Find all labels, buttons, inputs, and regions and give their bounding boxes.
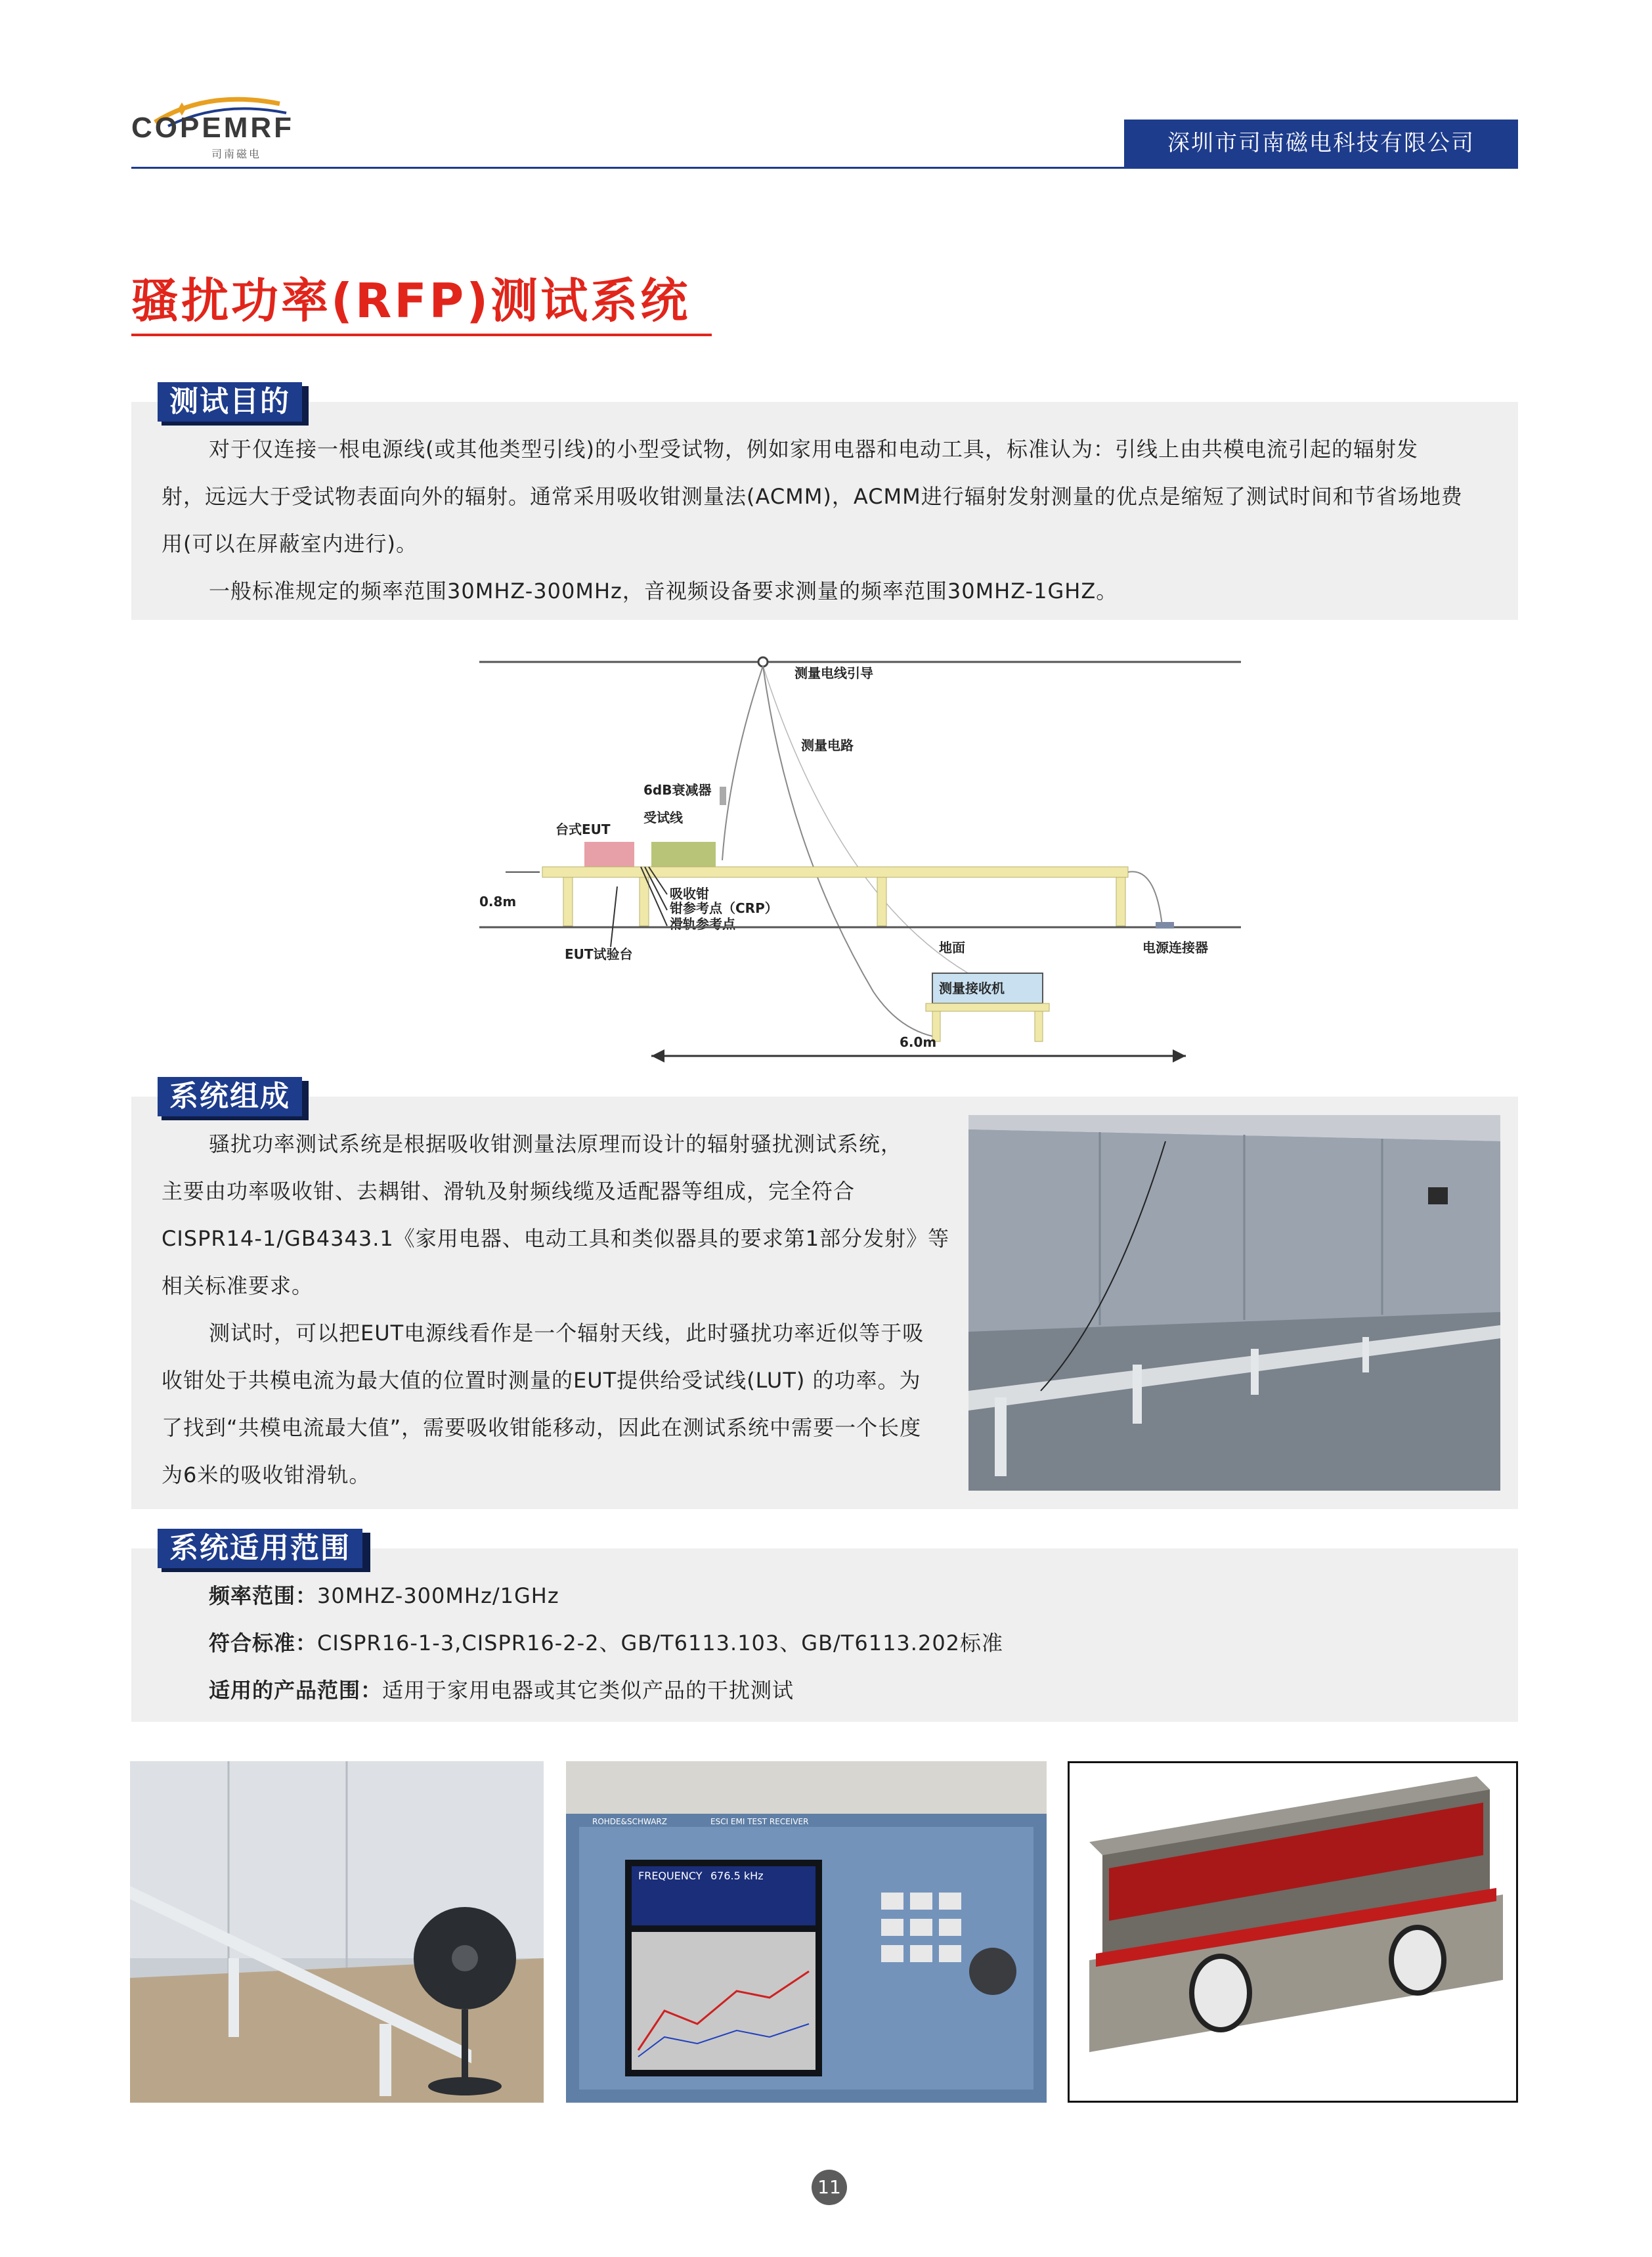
composition-text-line: 测试时，可以把EUT电源线看作是一个辐射天线，此时骚扰功率近似等于吸: [209, 1321, 924, 1346]
company-logo-subtitle: 司南磁电: [211, 148, 262, 160]
composition-text-line: 骚扰功率测试系统是根据吸收钳测量法原理而设计的辐射骚扰测试系统，: [209, 1131, 903, 1156]
scope-product-label: 适用的产品范围：: [209, 1678, 383, 1703]
composition-text-line: 为6米的吸收钳滑轨。: [162, 1462, 371, 1487]
receiver-freq-label: FREQUENCY: [638, 1870, 703, 1882]
composition-text-line: 收钳处于共模电流为最大值的位置时测量的EUT提供给受试线(LUT) 的功率。为: [162, 1368, 921, 1393]
diagram-label-clamp: 吸收钳: [670, 886, 709, 902]
composition-text-line: 相关标准要求。: [162, 1273, 314, 1298]
diagram-label-receiver: 测量接收机: [939, 980, 1005, 996]
title-underline: [131, 334, 712, 336]
scope-frequency-value: 30MHZ-300MHz/1GHz: [317, 1583, 559, 1608]
diagram-label-lut: 受试线: [643, 810, 683, 825]
composition-text-line: CISPR14-1/GB4343.1《家用电器、电动工具和类似器具的要求第1部分发射》等: [162, 1226, 950, 1251]
purpose-text-line: 射，远远大于受试物表面向外的辐射。通常采用吸收钳测量法(ACMM)，ACMM进行辐射发射测量的优点是缩短了测试时间和节省场地费: [162, 484, 1463, 509]
diagram-label-attenuator: 6dB衰减器: [643, 782, 712, 798]
diagram-label-power: 电源连接器: [1142, 940, 1208, 955]
receiver-model: ESCI EMI TEST RECEIVER: [710, 1817, 809, 1826]
purpose-text-line: 对于仅连接一根电源线(或其他类型引线)的小型受试物，例如家用电器和电动工具，标准认为：引线上由共模电流引起的辐射发: [209, 437, 1418, 462]
scope-frequency-row: [209, 1572, 559, 1619]
composition-text-line: 了找到“共模电流最大值”，需要吸收钳能移动，因此在测试系统中需要一个长度: [162, 1415, 922, 1440]
company-name-band: 深圳市司南磁电科技有限公司: [1124, 120, 1518, 167]
page-number: 11: [812, 2170, 847, 2205]
diagram-label-table: EUT试验台: [565, 946, 633, 962]
purpose-text-line: 一般标准规定的频率范围30MHZ-300MHz，音视频设备要求测量的频率范围30MHZ-1GHZ。: [209, 579, 1118, 603]
header-divider: [131, 167, 1518, 169]
purpose-text-line: 用(可以在屏蔽室内进行)。: [162, 531, 418, 556]
scope-frequency-label: 频率范围：: [209, 1583, 318, 1608]
emi-test-receiver-photo: [566, 1761, 1047, 2103]
diagram-label-eut: 台式EUT: [555, 822, 611, 837]
absorbing-clamp-photo: [1068, 1761, 1518, 2103]
composition-text-line: 主要由功率吸收钳、去耦钳、滑轨及射频线缆及适配器等组成，完全符合: [162, 1179, 856, 1204]
scope-product-value: 适用于家用电器或其它类似产品的干扰测试: [382, 1678, 794, 1703]
receiver-freq-value: 676.5 kHz: [710, 1870, 764, 1882]
diagram-label-lead: 测量电线引导: [794, 665, 873, 681]
diagram-label-ground: 地面: [939, 940, 965, 955]
diagram-label-length: 6.0m: [900, 1034, 937, 1050]
rail-and-fan-photo: [130, 1761, 544, 2103]
section-tag-purpose: 测试目的: [158, 382, 302, 422]
receiver-brand: ROHDE&SCHWARZ: [592, 1817, 667, 1826]
scope-product-row: [209, 1667, 794, 1714]
scope-standard-label: 符合标准：: [209, 1631, 318, 1655]
scope-standard-value: CISPR16-1-3,CISPR16-2-2、GB/T6113.103、GB/T6113.202标准: [317, 1631, 1004, 1655]
scope-standard-row: [209, 1619, 1003, 1667]
shielded-room-rail-photo: [968, 1115, 1500, 1491]
diagram-label-crp: 钳参考点（CRP）: [670, 900, 778, 916]
diagram-label-slide: 滑轨参考点: [670, 916, 735, 932]
acmm-test-setup-diagram: [479, 650, 1267, 1070]
page-title: 骚扰功率(RFP)测试系统: [131, 273, 691, 328]
diagram-label-circuit: 测量电路: [801, 737, 854, 753]
section-tag-scope: 系统适用范围: [158, 1529, 362, 1568]
company-logo: COPEMRF: [131, 112, 294, 144]
section-tag-composition: 系统组成: [158, 1077, 302, 1116]
diagram-label-height: 0.8m: [479, 894, 517, 909]
